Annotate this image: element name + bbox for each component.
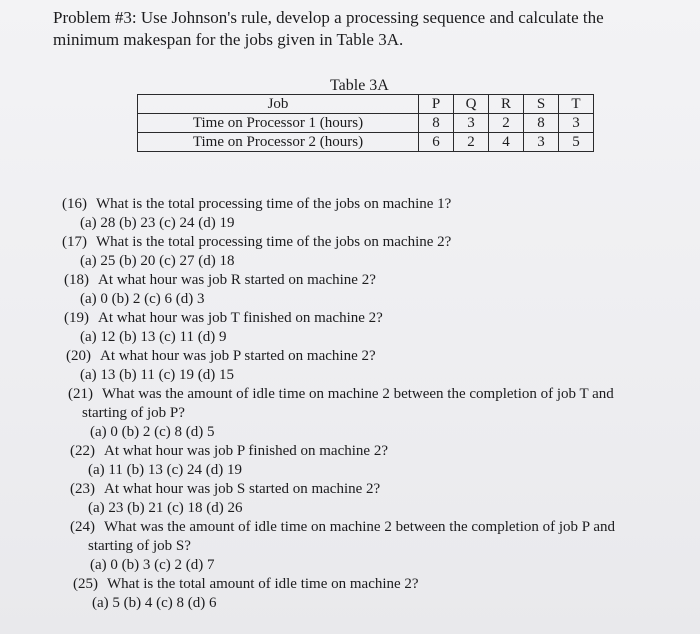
question-text: At what hour was job P finished on machine 2?	[104, 443, 388, 459]
header-job: Job	[138, 95, 419, 114]
row-label: Time on Processor 2 (hours)	[138, 133, 419, 152]
question-text-continued: starting of job S?	[88, 538, 191, 554]
table-caption: Table 3A	[330, 77, 389, 94]
question-19	[64, 310, 383, 327]
question-16	[62, 196, 451, 213]
question-20	[66, 348, 376, 365]
question-text: What is the total amount of idle time on machine 2?	[107, 576, 419, 592]
answer-options: (a) 25 (b) 20 (c) 27 (d) 18	[80, 253, 235, 269]
table-cell: 5	[559, 133, 594, 152]
answer-options: (a) 0 (b) 2 (c) 6 (d) 3	[80, 291, 205, 307]
question-17	[62, 234, 451, 251]
answer-options: (a) 23 (b) 21 (c) 18 (d) 26	[88, 500, 243, 516]
row-label: Time on Processor 1 (hours)	[138, 114, 419, 133]
jobs-table	[137, 94, 594, 152]
table-cell: 6	[419, 133, 454, 152]
answer-options: (a) 5 (b) 4 (c) 8 (d) 6	[92, 595, 217, 611]
question-number: (25)	[73, 576, 98, 592]
answer-options: (a) 28 (b) 23 (c) 24 (d) 19	[80, 215, 235, 231]
problem-statement	[53, 7, 653, 51]
question-number: (17)	[62, 234, 87, 250]
answer-options: (a) 11 (b) 13 (c) 24 (d) 19	[88, 462, 242, 478]
question-text: What is the total processing time of the jobs on machine 1?	[96, 196, 452, 212]
question-text: At what hour was job T finished on machine 2?	[98, 310, 383, 326]
question-number: (21)	[68, 386, 93, 402]
question-number: (18)	[64, 272, 89, 288]
question-text: At what hour was job P started on machine 2?	[100, 348, 376, 364]
table-header-row	[138, 95, 594, 114]
problem-title-line-1: Problem #3: Use Johnson's rule, develop a processing sequence and calculate the	[53, 8, 604, 27]
header-t: T	[559, 95, 594, 114]
question-25	[73, 576, 419, 593]
question-22	[70, 443, 388, 460]
table-cell: 3	[524, 133, 559, 152]
question-number: (22)	[70, 443, 95, 459]
question-18	[64, 272, 376, 289]
header-r: R	[489, 95, 524, 114]
question-number: (19)	[64, 310, 89, 326]
header-q: Q	[454, 95, 489, 114]
question-21	[68, 386, 614, 403]
table-cell: 3	[559, 114, 594, 133]
header-s: S	[524, 95, 559, 114]
question-text: At what hour was job R started on machine 2?	[98, 272, 376, 288]
table-cell: 4	[489, 133, 524, 152]
problem-title-line-2: minimum makespan for the jobs given in Table 3A.	[53, 30, 404, 49]
answer-options: (a) 0 (b) 3 (c) 2 (d) 7	[90, 557, 215, 573]
answer-options: (a) 0 (b) 2 (c) 8 (d) 5	[90, 424, 215, 440]
answer-options: (a) 13 (b) 11 (c) 19 (d) 15	[80, 367, 234, 383]
answer-options: (a) 12 (b) 13 (c) 11 (d) 9	[80, 329, 227, 345]
question-text: What was the amount of idle time on machine 2 between the completion of job P and	[104, 519, 615, 535]
table-cell: 8	[419, 114, 454, 133]
table-cell: 2	[454, 133, 489, 152]
table-cell: 8	[524, 114, 559, 133]
question-number: (16)	[62, 196, 87, 212]
question-number: (23)	[70, 481, 95, 497]
table-cell: 2	[489, 114, 524, 133]
question-24	[70, 519, 615, 536]
question-text: What was the amount of idle time on machine 2 between the completion of job T and	[102, 386, 614, 402]
question-number: (20)	[66, 348, 91, 364]
question-text: What is the total processing time of the jobs on machine 2?	[96, 234, 452, 250]
table-cell: 3	[454, 114, 489, 133]
question-text-continued: starting of job P?	[82, 405, 185, 421]
question-text: At what hour was job S started on machine 2?	[104, 481, 381, 497]
table-row	[138, 133, 594, 152]
question-number: (24)	[70, 519, 95, 535]
question-23	[70, 481, 380, 498]
table-row	[138, 114, 594, 133]
header-p: P	[419, 95, 454, 114]
